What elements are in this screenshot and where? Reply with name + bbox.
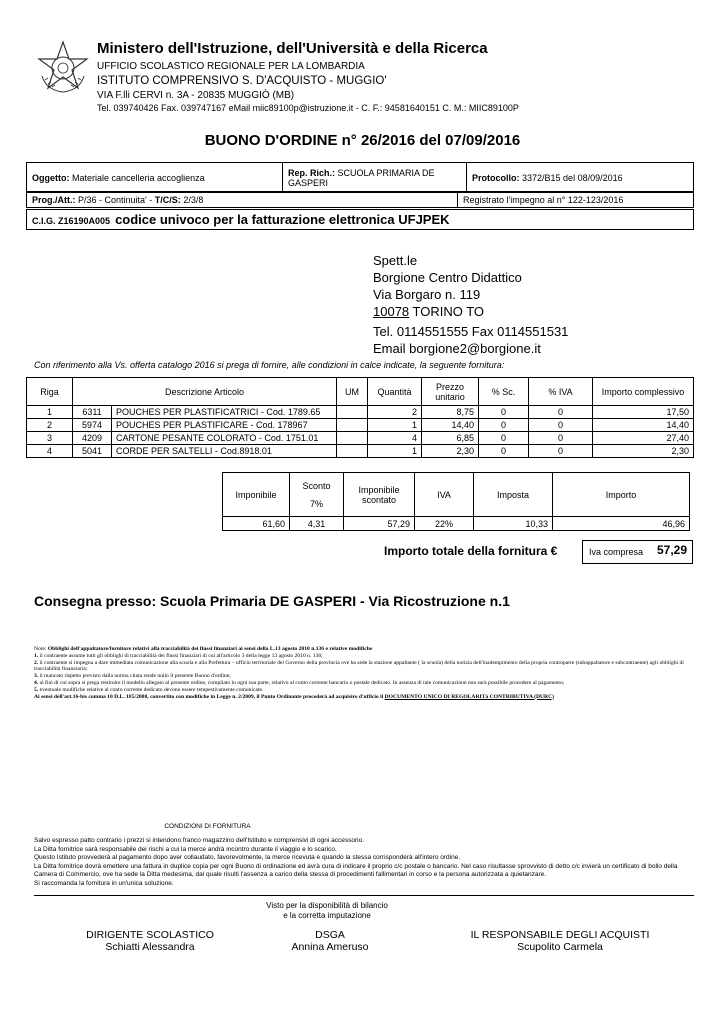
col-sconto: % Sc. — [479, 378, 529, 406]
oggetto-cell: Oggetto: Materiale cancelleria accoglienza — [27, 163, 283, 193]
divider — [34, 895, 694, 896]
conditions-text: Salvo espresso patto contrario i prezzi si intendono franco magazzino dell'Istituto e comprensivi di ogni accessorio. La Ditta fornitrice sarà responsabile dei rischi a cui la merce andrà incontro durante il viaggio e lo scarico. Questo Istituto provvederà al pagamento dopo aver collaudato, favorevolmente, la merce ricevuta e quando la stessa corrisponderà all'intero ordine. La Ditta fornitrice dovrà emettere una fattura in duplice copia per ogni Buono di ordinazione ed avrà cura di indicare il proprio c/c postale o bancario. Nel caso risultasse sprovvisto di detto c/c invierà un certificato di bollo della Camera di Commercio, ove ha sede la Ditta medesima, dal quale risulti l'assenza a carico della stessa di procedimenti fallimentari in corso e la persona autorizzata a quietanzare. Si raccomanda la fornitura in un'unica soluzione. — [34, 837, 678, 887]
total-box: Iva compresa 57,29 — [582, 540, 693, 564]
protocollo-cell: Protocollo: 3372/B15 del 08/09/2016 — [467, 163, 694, 193]
total-label: Importo totale della fornitura € — [384, 544, 558, 558]
school-contacts: Tel. 039740426 Fax. 039747167 eMail miic89100p@istruzione.it - C. F.: 94581640151 C. M.: MIIC89100P — [97, 103, 519, 113]
school-address: VIA F.lli CERVI n. 3A - 20835 MUGGIÒ (MB) — [97, 90, 295, 101]
signature-dirigente: DIRIGENTE SCOLASTICO Schiatti Alessandra — [86, 929, 214, 953]
recipient-address: Spett.le Borgione Centro Didattico Via Borgaro n. 119 10078 TORINO TO Tel. 0114551555 Fax 0114551531 Email borgione2@borgione.it — [373, 253, 569, 356]
registrato-cell: Registrato l'impegno al n° 122-123/2016 — [458, 192, 694, 208]
signature-dsga: DSGA Annina Ameruso — [291, 929, 369, 953]
reference-text: Con riferimento alla Vs. offerta catalogo 2016 si prega di fornire, alle condizioni in calce indicate, la seguente fornitura: — [34, 360, 505, 370]
summary-table: Imponibile Sconto 7% Imponibile scontato IVA Imposta Importo 61,60 4,31 57,29 22% 10,33 46,96 — [222, 472, 690, 531]
delivery-address: Consegna presso: Scuola Primaria DE GASPERI - Via Ricostruzione n.1 — [34, 593, 510, 609]
order-info-table-2 — [26, 191, 694, 208]
items-table — [26, 377, 694, 458]
col-um: UM — [337, 378, 368, 406]
rep-rich-cell: Rep. Rich.: SCUOLA PRIMARIA DE GASPERI — [283, 163, 467, 193]
col-quantita: Quantità — [368, 378, 422, 406]
col-prezzo: Prezzo unitario — [422, 378, 479, 406]
col-descrizione: Descrizione Articolo — [73, 378, 337, 406]
school-name: ISTITUTO COMPRENSIVO S. D'ACQUISTO - MUGGIO' — [97, 75, 387, 87]
prog-att-cell: Prog./Att.: P/36 - Continuita' - T/C/S: 2/3/8 — [27, 192, 458, 208]
signature-responsabile: IL RESPONSABILE DEGLI ACQUISTI Scupolito Carmela — [470, 929, 650, 953]
conditions-title: CONDIZIONI DI FORNITURA — [164, 823, 251, 830]
cig-cell: C.I.G. Z16190A005 codice univoco per la fatturazione elettronica UFJPEK — [27, 210, 694, 230]
ministry-name: Ministero dell'Istruzione, dell'Università e della Ricerca — [97, 40, 488, 57]
legal-notes: Note: Obblighi dell'appaltatore/fornitore relativi alla tracciabilità dei flussi finanziari ai sensi della L.13 agosto 2010 n.136 e relative modifiche 1. il contraente assume tutti gli obblighi di tracciabilità dei flussi finanziari di cui all'articolo 3 della legge 13 agosto 2010 n. 136; 2. il contraente si impegna a dare immediata comunicazione alla scuola e alla Prefettura – ufficio territoriale del Governo della provincia ove ha sede la stazione appaltante ( la scuola) della notizia dell'inadempimento della propria controparte (subappaltatore e subcontraente) agli obblighi di tracciabilità finanziaria; 3. il mancato rispetto previsto dalla norma citata rende nullo il presente Buono d'ordine; 4. ai fini di cui sopra si prega restituire il modello allegato al presente ordine, compilato in ogni sua parte, relativo al conto corrente bancario o postale dedicato. In assenza di tale comunicazione non sarà possibile procedere al pagamento; 5. eventuale modifiche relative al conto corrente dedicato devono essere tempestivamente comunicate. Ai sensi dell'art.16-bis comma 10 D.L. 185/2008, convertito con modifiche in Legge n. 2/2009, il Punto Ordinante procederà ad acquisire d'ufficio il DOCUMENTO UNICO DI REGOLARITà CONTRIBUTIVA (DURC) — [34, 646, 684, 700]
col-importo: Importo complessivo — [593, 378, 694, 406]
cig-table — [26, 209, 694, 230]
republic-emblem-icon — [36, 40, 90, 94]
col-riga: Riga — [27, 378, 73, 406]
table-row: 2 5974 POUCHES PER PLASTIFICARE - Cod. 178967 1 14,40 0 0 14,40 — [27, 419, 694, 432]
durc-link: DOCUMENTO UNICO DI REGOLARITà CONTRIBUTIVA (DURC) — [384, 693, 554, 700]
summary-values-row: 61,60 4,31 57,29 22% 10,33 46,96 — [223, 517, 690, 531]
col-iva: % IVA — [529, 378, 593, 406]
office-name: UFFICIO SCOLASTICO REGIONALE PER LA LOMBARDIA — [97, 61, 365, 72]
table-row: 1 6311 POUCHES PER PLASTIFICATRICI - Cod. 1789.65 2 8,75 0 0 17,50 — [27, 406, 694, 419]
total-value: 57,29 — [656, 543, 687, 557]
order-info-table — [26, 162, 694, 193]
order-title: BUONO D'ORDINE n° 26/2016 del 07/09/2016 — [204, 132, 521, 149]
table-row: 4 5041 CORDE PER SALTELLI - Cod.8918.01 1 2,30 0 0 2,30 — [27, 445, 694, 458]
budget-approval-note: Visto per la disponibilità di bilancio e la corretta imputazione — [266, 901, 388, 920]
table-row: 3 4209 CARTONE PESANTE COLORATO - Cod. 1751.01 4 6,85 0 0 27,40 — [27, 432, 694, 445]
